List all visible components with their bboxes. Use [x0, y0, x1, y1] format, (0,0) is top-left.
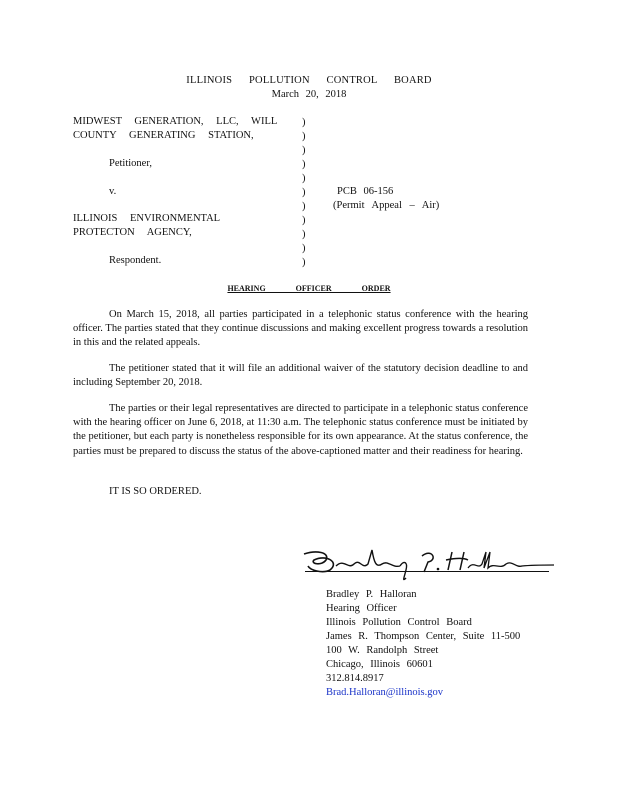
paren: ): [302, 243, 306, 254]
paragraph-3: [73, 402, 528, 459]
signer-organization: Illinois Pollution Control Board: [326, 617, 472, 628]
city-state-zip: Chicago, Illinois 60601: [326, 659, 433, 670]
agency-title: ILLINOIS POLLUTION CONTROL BOARD: [186, 75, 432, 86]
paren: ): [302, 187, 306, 198]
paren: ): [302, 117, 306, 128]
paragraph-2: [73, 362, 528, 390]
paragraph-text: On March 15, 2018, all parties participated in a telephonic status conference with the hearing officer. The parties stated that they continue discussions and making excellent progress towards a resolution in this and the related appeals.: [73, 309, 528, 349]
address-line2: 100 W. Randolph Street: [326, 645, 439, 656]
signer-title: Hearing Officer: [326, 603, 397, 614]
paren: ): [302, 257, 306, 268]
paren: ): [302, 131, 306, 142]
paren: ): [302, 215, 306, 226]
signer-name: Bradley P. Halloran: [326, 589, 417, 600]
paren: ): [302, 229, 306, 240]
respondent-name-line2: PROTECTON AGENCY,: [73, 227, 192, 238]
order-heading: [0, 284, 618, 293]
respondent-name-line1: ILLINOIS ENVIRONMENTAL: [73, 213, 221, 224]
paren: ): [302, 159, 306, 170]
paragraph-text: The parties or their legal representatives are directed to participate in a telephonic status conference with the hearing officer on June 6, 2018, at 11:30 a.m. The telephonic status conference must be initiated by the petitioner, but each party is nonetheless responsible for its own appearance. At the status conference, the parties must be prepared to discuss the status of the above-captioned matter and their readiness for hearing.: [73, 403, 528, 457]
case-type: (Permit Appeal – Air): [333, 200, 440, 211]
order-date: March 20, 2018: [271, 89, 347, 100]
email-link[interactable]: Brad.Halloran@illinois.gov: [326, 687, 443, 698]
paragraph-text: The petitioner stated that it will file an additional waiver of the statutory decision deadline to and including September 20, 2018.: [73, 363, 528, 389]
paren: ): [302, 201, 306, 212]
respondent-label: Respondent.: [109, 255, 162, 266]
petitioner-label: Petitioner,: [109, 158, 153, 169]
case-number: PCB 06-156: [337, 186, 394, 197]
versus-label: v.: [109, 186, 117, 197]
phone-number: 312.814.8917: [326, 673, 384, 684]
paren: ): [302, 173, 306, 184]
handwritten-signature: [296, 540, 556, 585]
signature-line: [305, 571, 549, 572]
signature-block: [326, 588, 520, 700]
caption-parentheses: [302, 116, 306, 270]
paragraph-1: [73, 308, 528, 351]
paragraph-text: IT IS SO ORDERED.: [109, 486, 202, 497]
petitioner-name-line1: MIDWEST GENERATION, LLC, WILL: [73, 116, 278, 127]
paragraph-4: [73, 485, 528, 499]
order-heading-text: HEARING OFFICER ORDER: [227, 284, 391, 293]
address-line1: James R. Thompson Center, Suite 11-500: [326, 631, 521, 642]
paren: ): [302, 145, 306, 156]
petitioner-name-line2: COUNTY GENERATING STATION,: [73, 130, 254, 141]
